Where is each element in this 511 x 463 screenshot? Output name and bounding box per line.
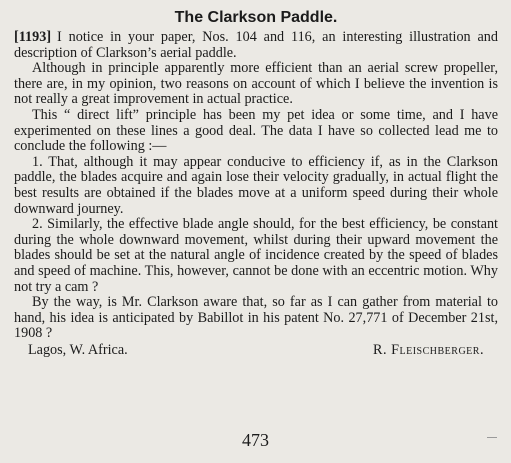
- page-number: 473: [242, 430, 269, 450]
- article-title: The Clarkson Paddle.: [174, 9, 338, 26]
- location: Lagos, W. Africa.: [28, 341, 128, 358]
- paragraph-3: This “ direct lift” principle has been my pet idea or some time, and I have experimented on these lines a good deal. The data I have so collected lead me to conclude the following :—: [14, 106, 498, 155]
- letter-reference: [1193]: [14, 29, 52, 45]
- article: [14, 8, 498, 358]
- page-mark: [487, 437, 497, 438]
- signature-line: [14, 343, 498, 359]
- paragraph-4: 1. That, although it may appear conducive to efficiency if, as in the Clarkson paddle, the blades acquire and again lose their velocity gradually, in actual flight the best results are obtained if the blades move at a uniform speed during their whole downward journey.: [14, 153, 498, 217]
- paragraph-1: [14, 30, 498, 61]
- paragraph-2: Although in principle apparently more efficient than an aerial screw propeller, there are, in my opinion, two reasons on account of which I believe the invention is not really a great improvement in actual practice.: [14, 60, 498, 108]
- paragraph-1-text: I notice in your paper, Nos. 104 and 116, an interesting illustration and description of Clarkson’s aerial paddle.: [14, 29, 498, 61]
- paragraph-5: 2. Similarly, the effective blade angle should, for the best efficiency, be constant during the whole downward movement, whilst during their upward movement the blades should be set at the natural angle of incidence created by the speed of blades and speed of machine. This, however, cannot be done with an eccentric motion. Why not try a cam ?: [14, 216, 498, 295]
- paragraph-6: By the way, is Mr. Clarkson aware that, so far as I can gather from material to hand, his idea is anticipated by Babillot in his patent No. 27,771 of December 21st, 1908 ?: [14, 294, 498, 342]
- author-name: R. Fleischberger.: [373, 341, 484, 358]
